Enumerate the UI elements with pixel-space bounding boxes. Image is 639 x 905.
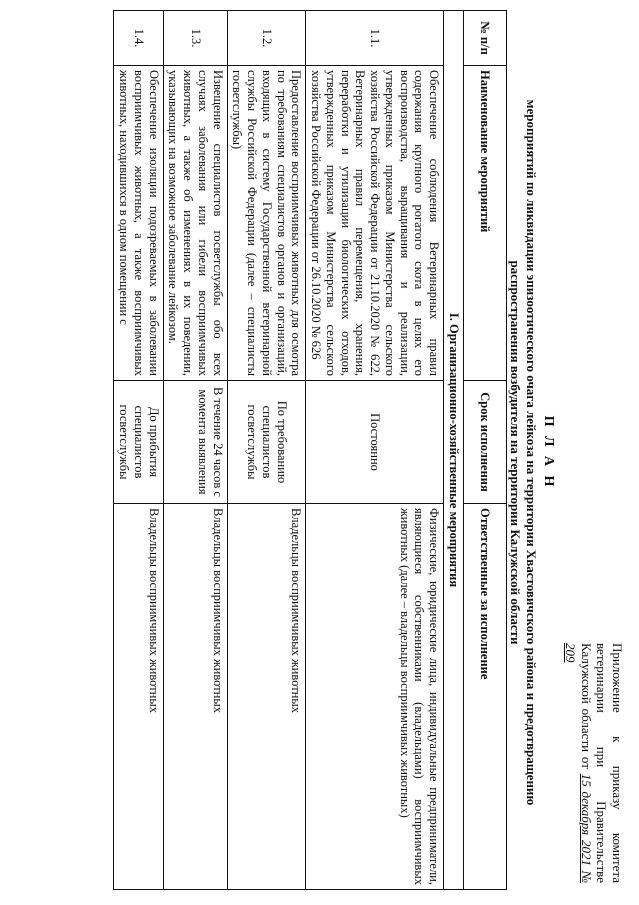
table-row: [114, 11, 163, 890]
row-number: 1.4.: [114, 11, 163, 66]
row-term: В течение 24 часов с момента выявления: [163, 381, 227, 504]
plan-table: [114, 10, 508, 890]
header-term: Срок исполнения: [464, 381, 507, 504]
row-name: Обеспечение соблюдения Ветеринарных правил содержания крупного рогатого скота в целях его воспроизводства, выращивания и реализации, утвержденных приказом Министерства сельского хозяйства Российской Федерации от 21.10.2020 № 622, Ветеринарных правил перемещения, хранения, переработки и утилизации биологических отходов, утвержденных приказом Министерства сельского хозяйства Российской Федерации от 26.10.2020 № 626: [306, 66, 444, 381]
row-name: Извещение специалистов госветслужбы обо всех случаях заболевания или гибели восприимчивых животных, а также об изменениях в их поведении, указывающих на возможное заболевание лейкозом.: [163, 66, 227, 381]
header-responsible: Ответственные за исполнение: [464, 504, 507, 890]
heading-line-1: мероприятий по ликвидации эпизоотического очага лейкоза на территории Хвастовичского района и предотвращению: [524, 99, 540, 806]
header-name: Наименование мероприятий: [464, 66, 507, 381]
document-heading: [507, 40, 557, 865]
row-number: 1.2.: [227, 11, 306, 66]
row-term: До прибытия специалистов госветслужбы: [114, 381, 163, 504]
heading-line-2: распространения возбудителя на территории Калужской области: [508, 260, 524, 645]
row-term: По требованию специалистов госветслужбы: [227, 381, 306, 504]
row-number: 1.1.: [306, 11, 444, 66]
section-row: [444, 11, 464, 890]
row-term: Постоянно: [306, 381, 444, 504]
table-header-row: [464, 11, 507, 890]
row-name: Обеспечение изоляции подозреваемых в заболевании восприимчивых животных, а также восприимчивых животных, находившихся в одном помещении с: [114, 66, 163, 381]
row-name: Предоставление восприимчивых животных для осмотра по требованиям специалистов органов и организаций, входящих в систему Государственной ветеринарной службы Российской Федерации (далее – специалисты госветслужбы): [227, 66, 306, 381]
row-number: 1.3.: [163, 11, 227, 66]
appendix-date: 15 декабря 2021 № 209: [563, 643, 594, 883]
row-responsible: Владельцы восприимчивых животных: [227, 504, 306, 890]
table-row: [227, 11, 306, 890]
row-responsible: Физические, юридические лица, индивидуальные предприниматели, являющиеся собственниками (владельцами) восприимчивых животных (далее – владельцы восприимчивых животных): [306, 504, 444, 890]
appendix-text: Приложение к приказу комитета ветеринарии при Правительстве Калужской области от: [578, 643, 625, 883]
row-responsible: Владельцы восприимчивых животных: [163, 504, 227, 890]
table-row: [163, 11, 227, 890]
page-title: П Л А Н: [541, 415, 556, 490]
header-number: № п/п: [464, 11, 507, 66]
table-row: [306, 11, 444, 890]
section-title: I. Организационно-хозяйственные мероприятия: [444, 11, 464, 890]
appendix-note: [563, 643, 625, 883]
row-responsible: Владельцы восприимчивых животных: [114, 504, 163, 890]
